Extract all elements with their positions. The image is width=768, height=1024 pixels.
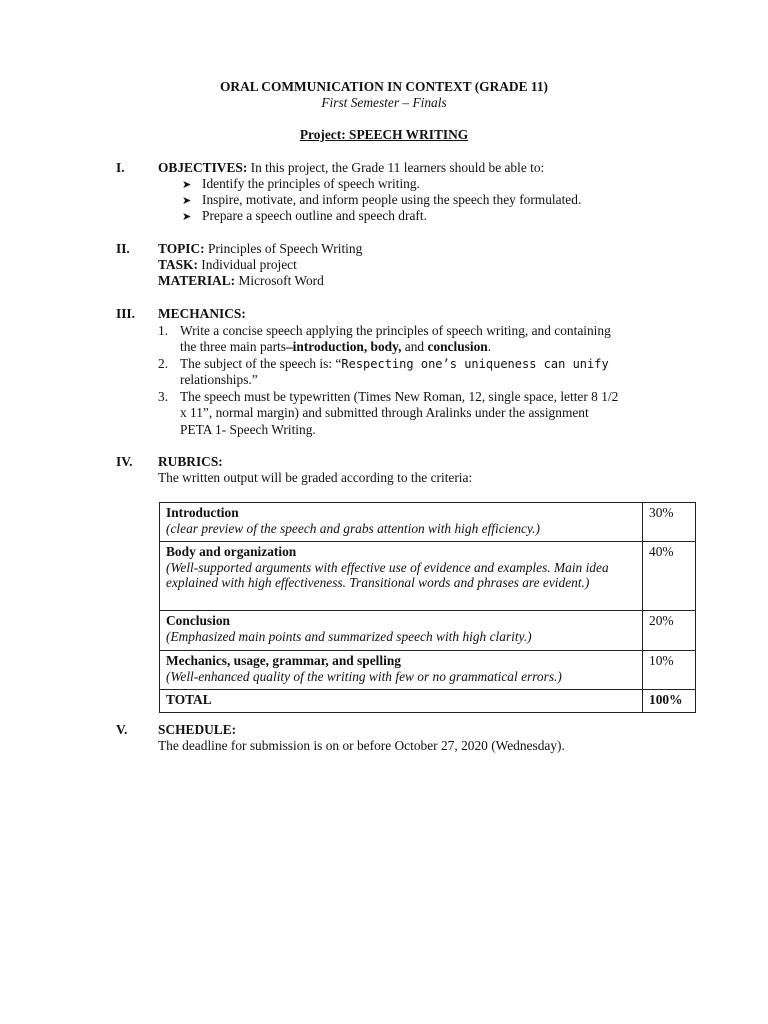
objective-text: Prepare a speech outline and speech draft. — [202, 208, 427, 223]
item-text: The subject of the speech is: “ — [180, 356, 342, 371]
objective-bullet — [182, 192, 581, 208]
criterion-cell — [160, 542, 643, 611]
total-percentage: 100% — [643, 690, 696, 713]
objective-text: Inspire, motivate, and inform people using the speech they formulated. — [202, 192, 582, 207]
criterion-description: (Well-enhanced quality of the writing with few or no grammatical errors.) — [166, 668, 562, 684]
document-subtitle: First Semester – Finals — [321, 95, 447, 110]
material-line — [158, 273, 324, 289]
topic-text: Principles of Speech Writing — [204, 241, 363, 256]
objectives-text: In this project, the Grade 11 learners should be able to: — [247, 160, 545, 175]
item-number: 3. — [158, 389, 169, 404]
objective-bullet — [182, 208, 427, 224]
table-row — [160, 611, 696, 651]
percentage-cell: 40% — [643, 542, 696, 611]
rubrics-intro: The written output will be graded according to the criteria: — [158, 470, 473, 485]
criterion-description: (clear preview of the speech and grabs attention with high efficiency.) — [166, 520, 540, 536]
mechanics-label: MECHANICS: — [158, 306, 246, 321]
mechanics-item-3 — [158, 389, 618, 405]
item-text: The speech must be typewritten (Times New Roman, 12, single space, letter 8 1/2 — [180, 389, 619, 404]
schedule-label: SCHEDULE: — [158, 722, 237, 737]
section-number-schedule: V. — [116, 722, 128, 737]
item-number: 1. — [158, 323, 169, 338]
mechanics-item-1 — [158, 323, 611, 339]
item-number: 2. — [158, 356, 169, 371]
criterion-name: Mechanics, usage, grammar, and spelling — [166, 653, 401, 668]
criterion-description: (Well-supported arguments with effective use of evidence and examples. Main idea explained with high effectiveness. Transitional words and phrases are evident.) — [166, 559, 609, 590]
mechanics-item-1-cont — [180, 339, 491, 355]
item-text-bold: –introduction, body, — [285, 339, 402, 354]
item-text: . — [487, 339, 492, 354]
percentage-cell: 20% — [643, 611, 696, 651]
topic-line — [158, 241, 362, 257]
section-number-rubrics: IV. — [116, 454, 133, 469]
criterion-description: (Emphasized main points and summarized speech with high clarity.) — [166, 628, 532, 644]
criterion-name: Conclusion — [166, 613, 230, 628]
section-number-mechanics: III. — [116, 306, 135, 321]
criterion-cell — [160, 611, 643, 651]
task-text: Individual project — [197, 257, 297, 272]
table-row — [160, 503, 696, 542]
section-number-objectives: I. — [116, 160, 125, 175]
item-text: the three main parts — [180, 339, 286, 354]
table-row — [160, 651, 696, 690]
topic-label: TOPIC: — [158, 241, 205, 256]
schedule-text: The deadline for submission is on or before October 27, 2020 (Wednesday). — [158, 738, 565, 753]
percentage-cell: 30% — [643, 503, 696, 542]
material-label: MATERIAL: — [158, 273, 236, 288]
item-text-bold: conclusion — [427, 339, 488, 354]
material-text: Microsoft Word — [235, 273, 324, 288]
speech-subject: Respecting one’s uniqueness can unify — [341, 357, 609, 371]
rubric-table — [159, 502, 696, 713]
arrow-bullet-icon: ➤ — [182, 195, 192, 207]
objective-text: Identify the principles of speech writing. — [202, 176, 420, 191]
mechanics-item-3-cont: x 11”, normal margin) and submitted through Aralinks under the assignment — [180, 405, 589, 420]
mechanics-item-2 — [158, 356, 609, 372]
item-text: Write a concise speech applying the principles of speech writing, and containing — [180, 323, 611, 338]
table-row-total — [160, 690, 696, 713]
task-line — [158, 257, 297, 273]
objectives-line — [158, 160, 544, 176]
project-heading: Project: SPEECH WRITING — [299, 127, 469, 142]
document-title: ORAL COMMUNICATION IN CONTEXT (GRADE 11) — [220, 79, 548, 94]
criterion-name: Body and organization — [166, 544, 297, 559]
criterion-name: Introduction — [166, 505, 239, 520]
arrow-bullet-icon: ➤ — [182, 179, 192, 191]
objectives-label: OBJECTIVES: — [158, 160, 248, 175]
percentage-cell: 10% — [643, 651, 696, 690]
arrow-bullet-icon: ➤ — [182, 211, 192, 223]
mechanics-item-2-cont: relationships.” — [180, 372, 258, 387]
rubrics-label: RUBRICS: — [158, 454, 223, 469]
item-text: and — [401, 339, 428, 354]
criterion-cell — [160, 503, 643, 542]
criterion-cell — [160, 651, 643, 690]
table-row — [160, 542, 696, 611]
mechanics-item-3-cont: PETA 1- Speech Writing. — [180, 422, 316, 437]
total-label: TOTAL — [160, 690, 643, 713]
objective-bullet — [182, 176, 420, 192]
task-label: TASK: — [158, 257, 198, 272]
section-number-topic: II. — [116, 241, 130, 256]
